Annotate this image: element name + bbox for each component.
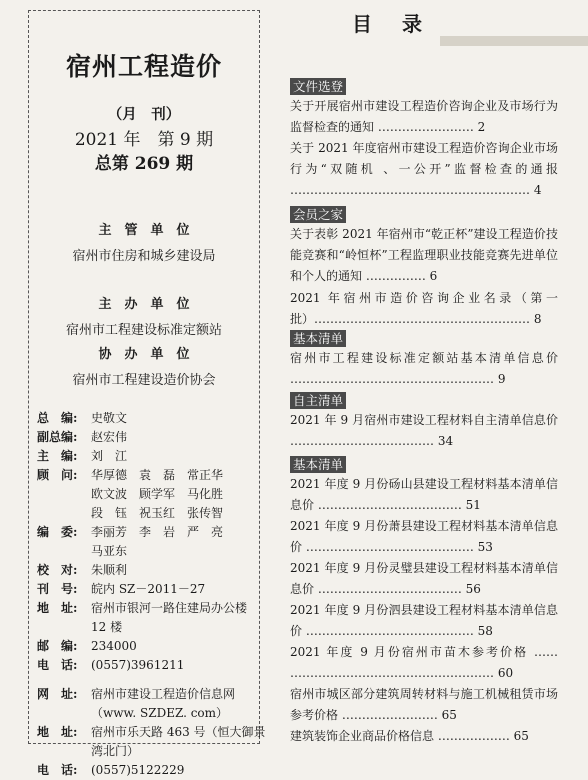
staff-row [37, 428, 259, 447]
page-number: 34 [437, 434, 454, 448]
staff-row [37, 723, 266, 742]
section-header: 基本清单 [290, 330, 346, 347]
header-shade [440, 36, 588, 46]
staff-value: 赵宏伟 [91, 430, 128, 444]
staff-label: 电 话: [37, 763, 78, 777]
page-number: 6 [429, 269, 438, 283]
page-number: 9 [497, 372, 506, 386]
sponsor: 宿州市工程建设标准定额站 [65, 323, 222, 338]
entry-text: 2021 年度 9 月份灵璧县建设工程材料基本清单信息价 ……………………………… [290, 561, 558, 596]
entry-text: 2021 年宿州市造价咨询企业名录（第一批）……………………………………………… [290, 291, 558, 326]
toc-entry[interactable] [290, 684, 558, 726]
entry-text: 2021 年度 9 月份泗县建设工程材料基本清单信息价 …………………………………… [290, 603, 558, 638]
co-sponsor: 宿州市工程建设造价协会 [72, 373, 216, 388]
staff-row [37, 561, 259, 580]
staff-label: 副总编: [37, 430, 78, 444]
toc-entry[interactable] [290, 516, 558, 558]
issue: 2021 年 第 9 期 [74, 130, 214, 150]
toc-entry[interactable] [290, 726, 558, 747]
staff-row [37, 599, 259, 618]
staff-label [37, 618, 91, 637]
toc-entry[interactable] [290, 600, 558, 642]
section-header: 会员之家 [290, 206, 346, 223]
staff-value: 宿州市银河一路住建局办公楼 [91, 601, 248, 615]
staff-value: 史敬文 [91, 411, 128, 425]
page-number: 60 [497, 666, 514, 680]
toc-entry[interactable] [290, 410, 558, 452]
staff-label: 网 址: [37, 687, 78, 701]
staff-value: 皖内 SZ－2011－27 [91, 582, 206, 596]
staff-spacer [37, 675, 259, 685]
entry-text: 2021 年度 9 月份宿州市苗木参考价格 …… …………………………………………… [290, 645, 558, 680]
staff-label: 总 编: [37, 411, 78, 425]
staff-label: 校 对: [37, 563, 78, 577]
staff-label [37, 542, 91, 561]
total-issue: 总第 269 期 [94, 154, 194, 174]
staff-row [37, 618, 259, 637]
page-number: 58 [477, 624, 493, 638]
staff-label: 主 编: [37, 449, 78, 463]
staff-row [37, 685, 259, 704]
supervisor: 宿州市住房和城乡建设局 [72, 249, 216, 264]
staff-label: 编 委: [37, 525, 78, 539]
frequency: （月 刊） [107, 106, 181, 123]
staff-row [37, 761, 259, 780]
entry-text: 2021 年 9 月宿州市建设工程材料自主清单信息价 ……………………………… [290, 413, 558, 448]
staff-value: 李丽芳 李 岩 严 亮 [91, 525, 224, 539]
staff-label: 地 址: [37, 725, 78, 739]
page-number: 2 [477, 120, 486, 134]
staff-value: 欧文波 顾学军 马化胜 [91, 487, 224, 501]
entry-text: 建筑装饰企业商品价格信息 ……………… [290, 729, 510, 743]
staff-label [37, 485, 91, 504]
staff-value: (0557)5122229 [91, 763, 185, 777]
staff-value: 刘 江 [91, 449, 128, 463]
staff-value: (0557)3961211 [91, 658, 185, 672]
staff-value: （www. SZDEZ. com） [91, 706, 229, 720]
section-header: 基本清单 [290, 456, 346, 473]
entry-text: 关于 2021 年度宿州市建设工程造价咨询企业市场行为“双随机 、一公开”监督检查的通报 …………………………………………………… [290, 141, 558, 197]
staff-row [37, 580, 259, 599]
toc-title: 目录 [352, 12, 452, 36]
staff-row [37, 523, 259, 542]
staff-value: 华厚德 袁 磊 常正华 [91, 468, 224, 482]
staff-label: 邮 编: [37, 639, 78, 653]
staff-value: 朱顺利 [91, 563, 128, 577]
section-header: 文件选登 [290, 78, 346, 95]
entry-text: 2021 年度 9 月份砀山县建设工程材料基本清单信息价 ……………………………… [290, 477, 558, 512]
entry-text: 宿州市工程建设标准定额站基本清单信息价 …………………………………………… [290, 351, 558, 386]
page-number: 65 [441, 708, 457, 722]
staff-value: 马亚东 [91, 544, 128, 558]
staff-row [37, 466, 259, 485]
staff-row [37, 409, 259, 428]
entry-text: 关于开展宿州市建设工程造价咨询企业及市场行为监督检查的通知 …………………… [290, 99, 558, 134]
supervisor-label: 主 管 单 位 [98, 223, 190, 238]
page-number: 65 [513, 729, 529, 743]
section-header: 自主清单 [290, 392, 346, 409]
staff-label [37, 704, 91, 723]
staff-label [37, 504, 91, 523]
staff-value: 段 钰 祝玉红 张传智 [91, 506, 224, 520]
toc-entry[interactable] [290, 288, 558, 330]
page-number: 4 [533, 183, 542, 197]
staff-value: 湾北门） [91, 744, 140, 758]
staff-row [37, 704, 259, 723]
entry-text: 宿州市城区部分建筑周转材料与施工机械租赁市场参考价格 …………………… [290, 687, 558, 722]
staff-value: 234000 [91, 639, 137, 653]
staff-row [37, 656, 259, 675]
staff-label: 地 址: [37, 601, 78, 615]
staff-label: 顾 问: [37, 468, 78, 482]
page-number: 8 [533, 312, 542, 326]
staff-row [37, 485, 259, 504]
page-number: 56 [465, 582, 481, 596]
masthead-panel [28, 10, 266, 777]
magazine-title: 宿州工程造价 [65, 52, 222, 81]
toc-entry[interactable] [290, 96, 558, 138]
toc-entry[interactable] [290, 348, 558, 390]
toc-entry[interactable] [290, 474, 558, 516]
toc-entry[interactable] [290, 558, 558, 600]
toc-entry[interactable] [290, 138, 558, 201]
staff-list [37, 409, 266, 780]
entry-text: 关于表彰 2021 年宿州市“乾正杯”建设工程造价技能竞赛和“岭恒杯”工程监理职业技能竞赛先进单位和个人的通知 …………… [290, 227, 558, 283]
staff-row [37, 447, 259, 466]
staff-label: 刊 号: [37, 582, 78, 596]
co-sponsor-label: 协 办 单 位 [98, 347, 190, 362]
entry-text: 2021 年度 9 月份萧县建设工程材料基本清单信息价 …………………………………… [290, 519, 558, 554]
staff-value: 宿州市建设工程造价信息网 [91, 687, 236, 701]
staff-value: 12 楼 [91, 620, 123, 634]
toc-entry[interactable] [290, 642, 558, 684]
page-number: 53 [477, 540, 493, 554]
sponsor-label: 主 办 单 位 [98, 297, 190, 312]
staff-row [37, 542, 259, 561]
page-number: 51 [465, 498, 481, 512]
toc-entry[interactable] [290, 224, 558, 287]
staff-row [37, 504, 259, 523]
staff-row [37, 637, 259, 656]
staff-label: 电 话: [37, 658, 78, 672]
staff-value: 宿州市乐天路 463 号（恒大御景 [91, 725, 266, 739]
